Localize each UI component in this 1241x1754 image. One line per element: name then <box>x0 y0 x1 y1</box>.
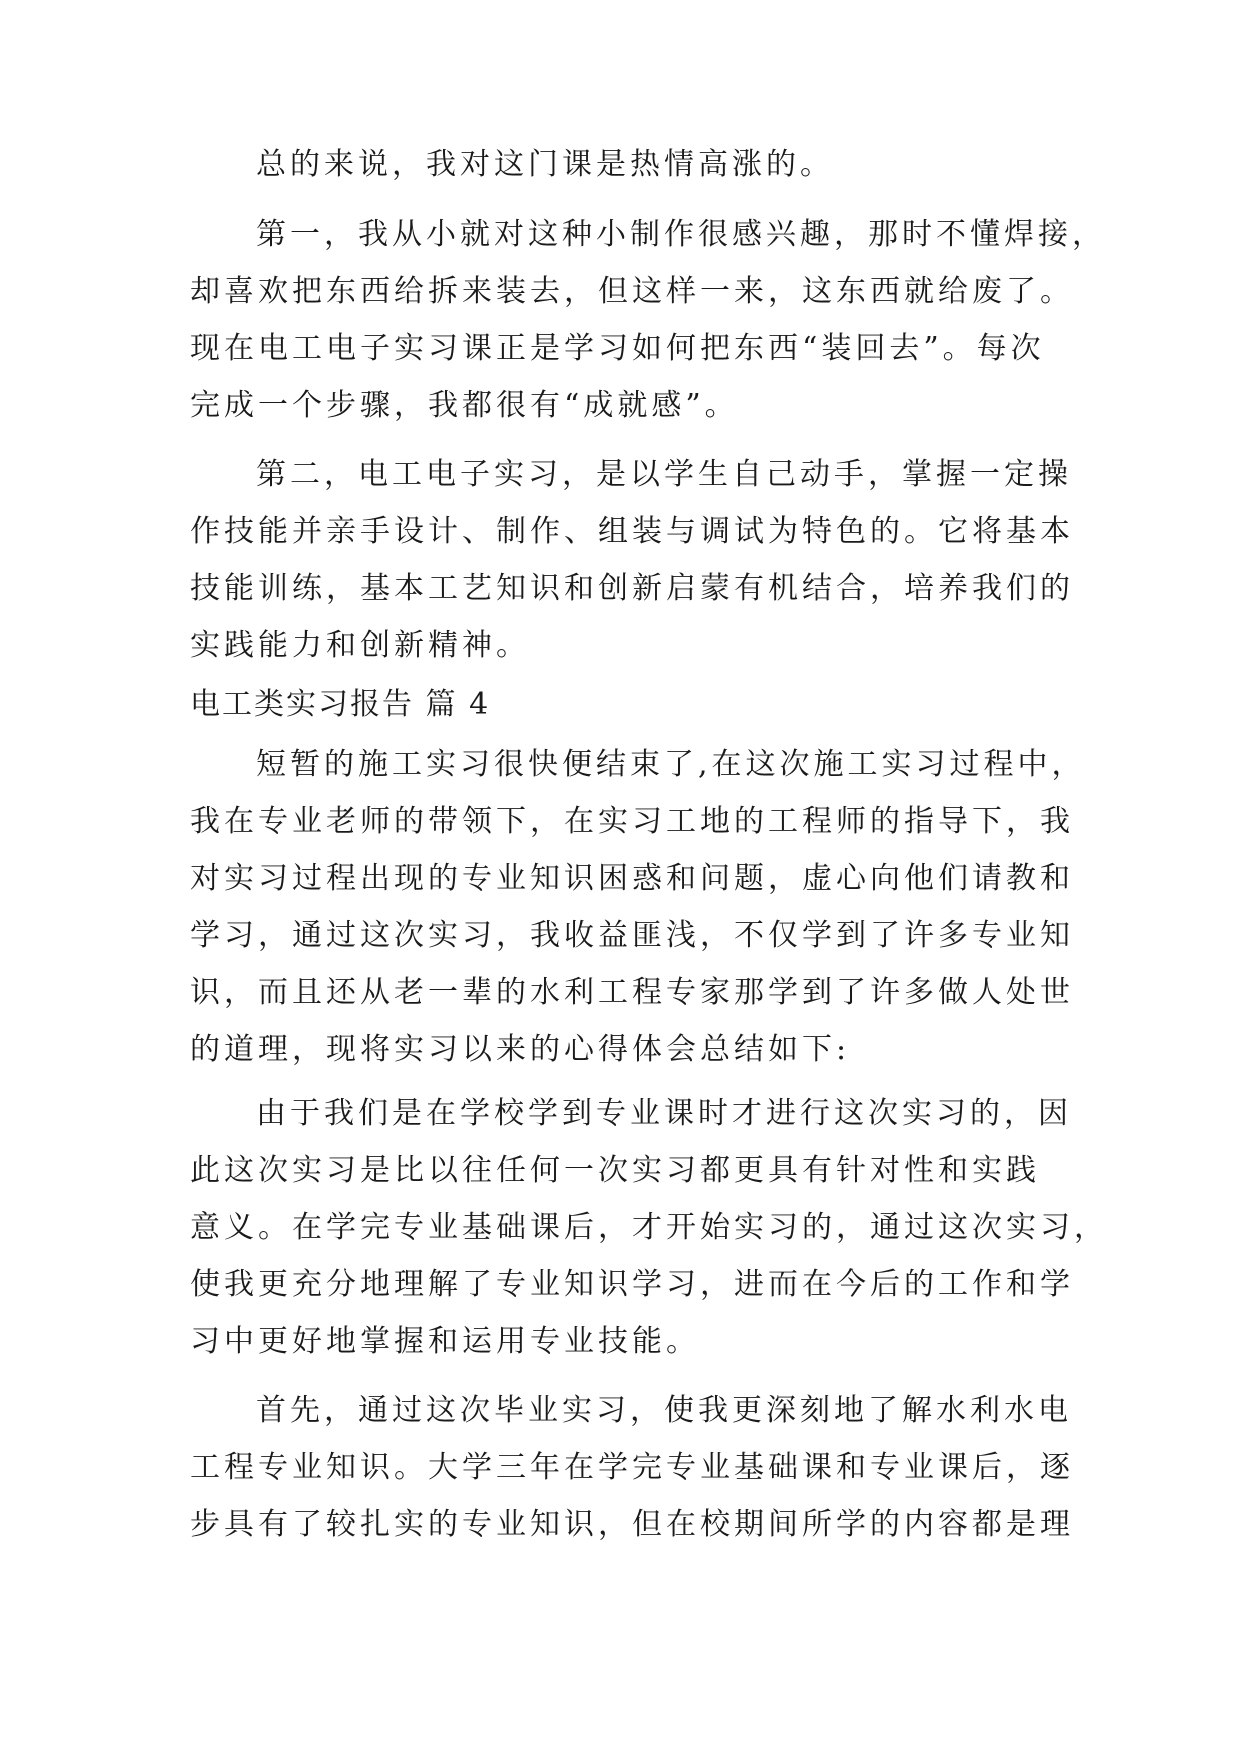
paragraph-line: 作技能并亲手设计、制作、组装与调试为特色的。它将基本 <box>190 514 1074 549</box>
paragraph-line: 第一，我从小就对这种小制作很感兴趣，那时不懂焊接， <box>256 217 1106 252</box>
paragraph-line: 由于我们是在学校学到专业课时才进行这次实习的，因 <box>256 1096 1072 1131</box>
paragraph-line: 总的来说，我对这门课是热情高涨的。 <box>256 147 834 182</box>
paragraph-line: 实践能力和创新精神。 <box>190 628 530 663</box>
paragraph-line: 第二，电工电子实习，是以学生自己动手，掌握一定操 <box>256 457 1072 492</box>
paragraph-line: 习中更好地掌握和运用专业技能。 <box>190 1324 700 1359</box>
paragraph-line: 首先，通过这次毕业实习，使我更深刻地了解水利水电 <box>256 1393 1072 1428</box>
paragraph-line: 此这次实习是比以往任何一次实习都更具有针对性和实践 <box>190 1153 1040 1188</box>
paragraph-line: 我在专业老师的带领下，在实习工地的工程师的指导下，我 <box>190 804 1074 839</box>
paragraph-line: 技能训练，基本工艺知识和创新启蒙有机结合，培养我们的 <box>190 571 1074 606</box>
paragraph-line: 工程专业知识。大学三年在学完专业基础课和专业课后，逐 <box>190 1450 1074 1485</box>
paragraph-line: 现在电工电子实习课正是学习如何把东西“装回去”。每次 <box>190 331 1045 366</box>
paragraph-line: 识，而且还从老一辈的水利工程专家那学到了许多做人处世 <box>190 975 1074 1010</box>
paragraph-line: 对实习过程出现的专业知识困惑和问题，虚心向他们请教和 <box>190 861 1074 896</box>
paragraph-line: 的道理，现将实习以来的心得体会总结如下: <box>190 1032 851 1067</box>
paragraph-line: 使我更充分地理解了专业知识学习，进而在今后的工作和学 <box>190 1267 1074 1302</box>
paragraph-line: 步具有了较扎实的专业知识，但在校期间所学的内容都是理 <box>190 1507 1074 1542</box>
paragraph-line: 学习，通过这次实习，我收益匪浅，不仅学到了许多专业知 <box>190 918 1074 953</box>
paragraph-line: 完成一个步骤，我都很有“成就感”。 <box>190 388 739 423</box>
paragraph-line: 意义。在学完专业基础课后，才开始实习的，通过这次实习， <box>190 1210 1108 1245</box>
paragraph-line: 短暂的施工实习很快便结束了,在这次施工实习过程中， <box>256 747 1086 782</box>
section-heading: 电工类实习报告 篇 4 <box>190 687 491 722</box>
paragraph-line: 却喜欢把东西给拆来装去，但这样一来，这东西就给废了。 <box>190 274 1074 309</box>
